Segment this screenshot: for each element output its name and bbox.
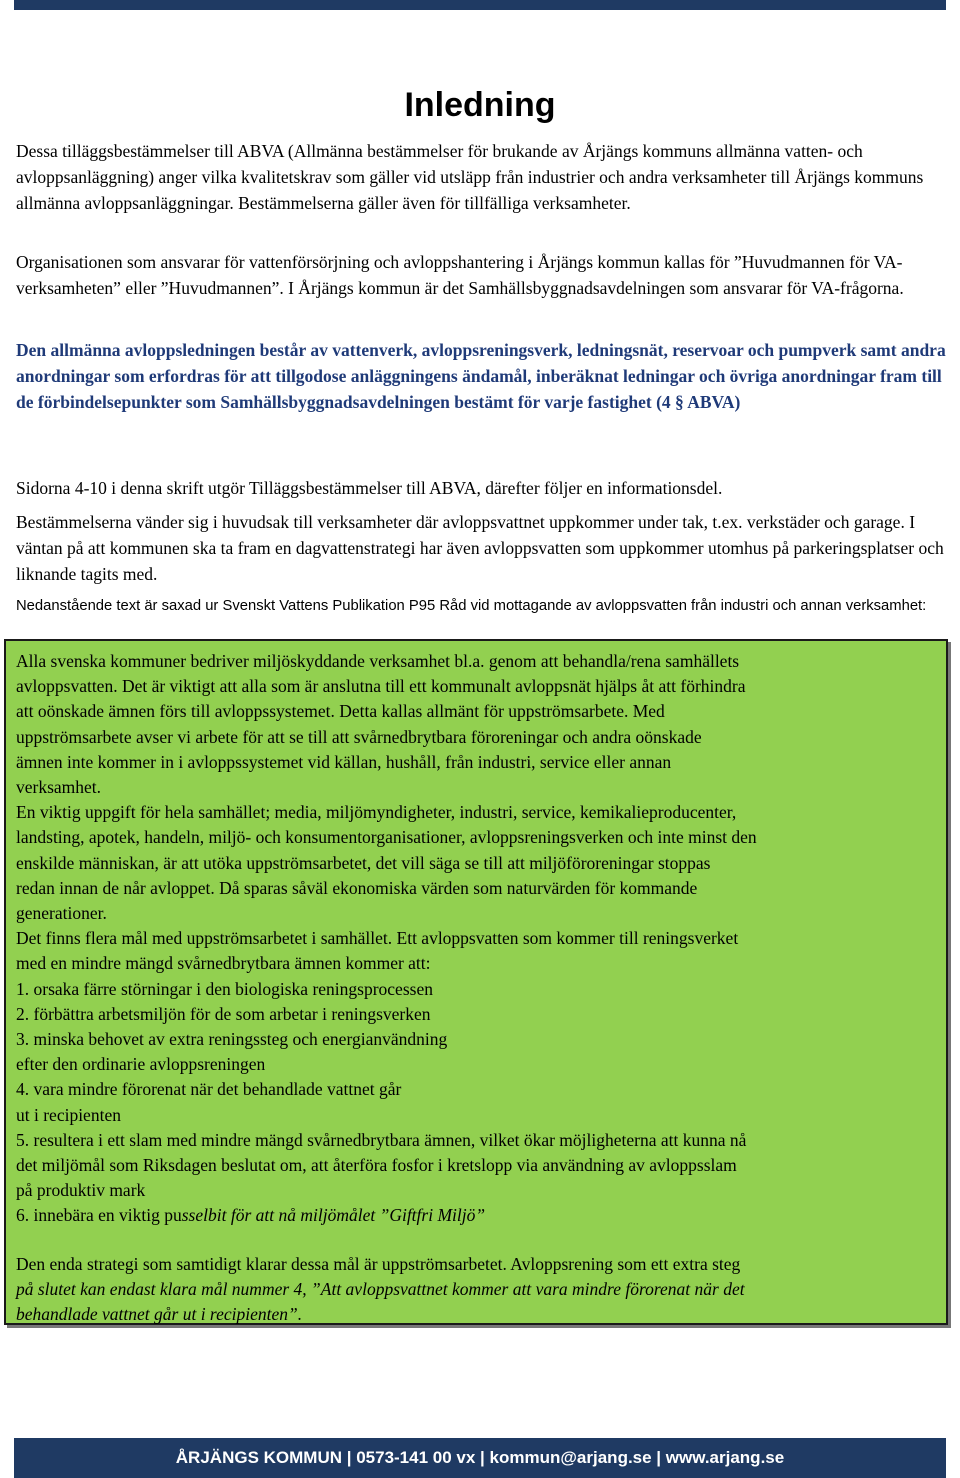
box-line: landsting, apotek, handeln, miljö- och konsumentorganisationer, avloppsreningsverken och inte minst den xyxy=(16,827,757,848)
box-line: Det finns flera mål med uppströmsarbetet i samhället. Ett avloppsvatten som kommer till reningsverket xyxy=(16,928,739,949)
quote-box xyxy=(4,639,948,1325)
source-note: Nedanstående text är saxad ur Svenskt Vattens Publikation P95 Råd vid mottagande av avloppsvatten från industri och annan verksamhet: xyxy=(16,598,927,614)
box-line: avloppsvatten. Det är viktigt att alla som är anslutna till ett kommunalt avloppsnät hjälps åt att förhindra xyxy=(16,676,746,697)
box-line: redan innan de når avloppet. Då sparas såväl ekonomiska värden som naturvärden för kommande xyxy=(16,877,698,898)
organisation-paragraph: Organisationen som ansvarar för vattenförsörjning och avloppshantering i Årjängs kommun kallas för ”Huvudmannen för VA-verksamheten” eller ”Huvudmannen”. I Årjängs kommun är det Samhällsbyggnadsavdelningen som ansvarar för VA-frågorna. xyxy=(16,252,904,298)
list-item: det miljömål som Riksdagen beslutat om, att återföra fosfor i kretslopp via användning av avloppsslam xyxy=(16,1155,737,1176)
box-line: med en mindre mängd svårnedbrytbara ämnen kommer att: xyxy=(16,953,431,974)
definition-paragraph: Den allmänna avloppsledningen består av vattenverk, avloppsreningsverk, ledningsnät, reservoar och pumpverk samt andra anordningar som erfordras för att tillgodose anläggningens ändamål, inberäknat ledningar och övriga anordningar fram till de förbindelsepunkter som Samhällsbyggnadsavdelningen bestämt för varje fastighet (4 § ABVA) xyxy=(16,340,946,412)
list-item: 3. minska behovet av extra reningssteg och energianvändning xyxy=(16,1029,448,1050)
box-line: verksamhet. xyxy=(16,777,102,798)
page-title: Inledning xyxy=(404,86,556,124)
header-bar xyxy=(14,0,946,10)
intro-paragraph: Dessa tilläggsbestämmelser till ABVA (Allmänna bestämmelser för brukande av Årjängs kommuns allmänna vatten- och avloppsanläggning) anger vilka kvalitetskrav som gäller vid utsläpp från industrier och andra verksamheter till Årjängs kommuns allmänna avloppsanläggningar. Bestämmelserna gäller även för tillfälliga verksamheter. xyxy=(16,141,924,213)
conclusion-line: på slutet kan endast klara mål nummer 4, ”Att avloppsvattnet kommer att vara mindre förorenat när det xyxy=(16,1278,745,1299)
list-item: 4. vara mindre förorenat när det behandlade vattnet går xyxy=(16,1079,402,1100)
footer-bar xyxy=(14,1438,946,1478)
box-line: generationer. xyxy=(16,903,107,924)
list-item-6 xyxy=(16,1203,940,1228)
footer-text: ÅRJÄNGS KOMMUN | 0573-141 00 vx | kommun@arjang.se | www.arjang.se xyxy=(175,1448,785,1467)
spacer xyxy=(16,1229,940,1252)
scope-paragraph: Bestämmelserna vänder sig i huvudsak till verksamheter där avloppsvattnet uppkommer under tak, t.ex. verkstäder och garage. I väntan på att kommunen ska ta fram en dagvattenstrategi har även avloppsvatten som uppkommer utomhus på parkeringsplatser och liknande tagits med. xyxy=(16,512,944,584)
list-item: 5. resultera i ett slam med mindre mängd svårnedbrytbara ämnen, vilket ökar möjligheterna att kunna nå xyxy=(16,1129,747,1150)
list-item: på produktiv mark xyxy=(16,1180,146,1201)
box-line: Alla svenska kommuner bedriver miljöskyddande verksamhet bl.a. genom att behandla/rena samhällets xyxy=(16,651,740,671)
quote-text xyxy=(16,649,940,1327)
item6-italic-text: sselbit för att nå miljömålet ”Giftfri Miljö” xyxy=(181,1205,486,1226)
conclusion-line: Den enda strategi som samtidigt klarar dessa mål är uppströmsarbetet. Avloppsrening som ett extra steg xyxy=(16,1253,741,1274)
list-item: 1. orsaka färre störningar i den biologiska reningsprocessen xyxy=(16,978,433,999)
box-line: enskilde människan, är att utöka uppströmsarbetet, det vill säga se till att miljöföroreningar stoppas xyxy=(16,852,711,873)
box-line: uppströmsarbete avser vi arbete för att se till att svårnedbrytbara föroreningar och andra oönskade xyxy=(16,726,702,747)
list-item: 2. förbättra arbetsmiljön för de som arbetar i reningsverken xyxy=(16,1003,431,1024)
list-item: efter den ordinarie avloppsreningen xyxy=(16,1054,266,1075)
list-item: ut i recipienten xyxy=(16,1104,121,1125)
pages-paragraph: Sidorna 4-10 i denna skrift utgör Tilläggsbestämmelser till ABVA, därefter följer en informationsdel. xyxy=(16,478,723,498)
box-line: att oönskade ämnen förs till avloppssystemet. Detta kallas allmänt för uppströmsarbete. Med xyxy=(16,701,665,722)
conclusion-line: behandlade vattnet går ut i recipienten”. xyxy=(16,1304,303,1325)
item6-text: 6. innebära en viktig pu xyxy=(16,1205,182,1226)
box-line: ämnen inte kommer in i avloppssystemet vid källan, hushåll, från industri, service eller annan xyxy=(16,751,672,772)
box-line: En viktig uppgift för hela samhället; media, miljömyndigheter, industri, service, kemikalieproducenter, xyxy=(16,802,737,823)
